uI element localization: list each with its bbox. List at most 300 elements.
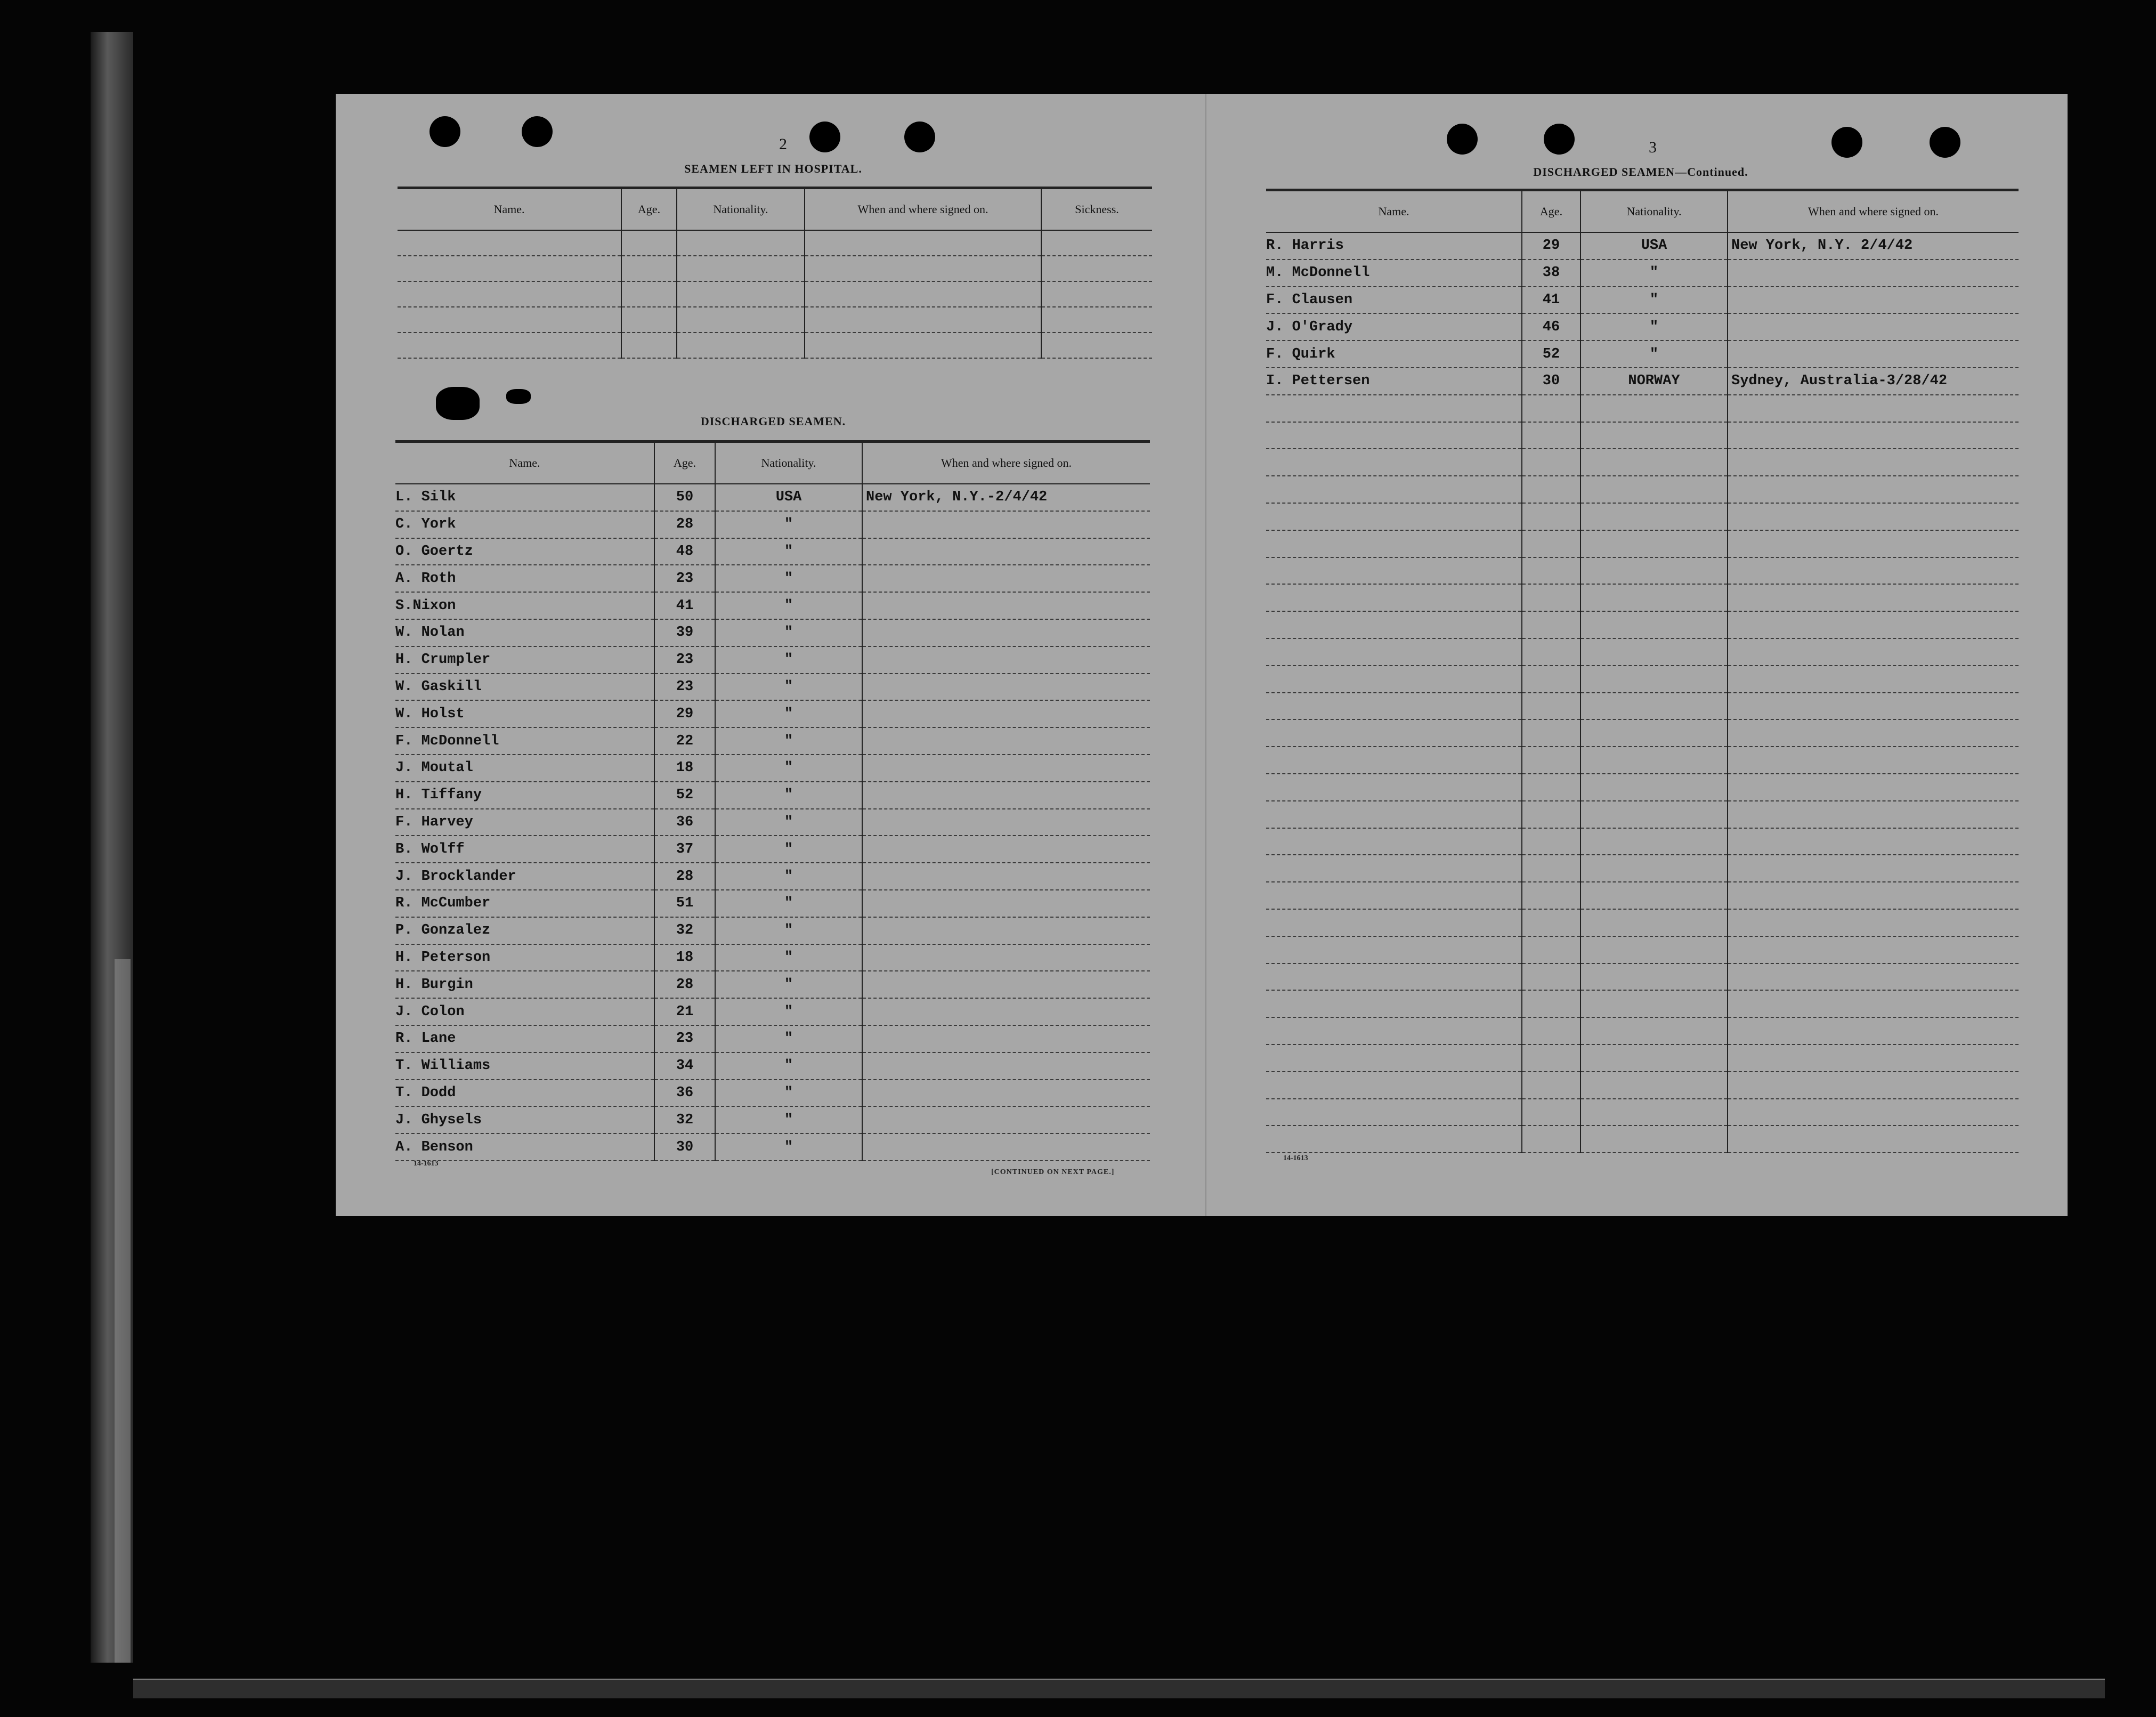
blank-row: [1266, 1099, 2019, 1126]
cell-name: H. Crumpler: [395, 646, 654, 674]
blank-row: [1266, 1072, 2019, 1099]
table-row: [395, 863, 1150, 890]
blank-cell: [1728, 963, 2019, 991]
column-header: Age.: [654, 442, 715, 484]
column-header: Name.: [398, 188, 621, 231]
cell-name: W. Holst: [395, 700, 654, 727]
blank-cell: [1522, 395, 1580, 422]
blank-cell: [677, 230, 805, 256]
blank-cell: [1266, 1072, 1522, 1099]
punch-hole: [429, 116, 460, 147]
cell-age: 32: [654, 1106, 715, 1133]
cell-age: 29: [1522, 232, 1580, 260]
blank-cell: [1728, 719, 2019, 747]
blank-cell: [1041, 307, 1152, 333]
cell-signed-on: [862, 727, 1150, 755]
blank-cell: [1580, 936, 1728, 963]
cell-age: 18: [654, 755, 715, 782]
blank-cell: [1041, 256, 1152, 281]
cell-age: 28: [654, 863, 715, 890]
table-row: [395, 917, 1150, 944]
cell-signed-on: [862, 619, 1150, 646]
blank-row: [1266, 936, 2019, 963]
column-header: When and where signed on.: [805, 188, 1041, 231]
blank-cell: [1580, 719, 1728, 747]
cell-nationality: ": [715, 971, 862, 998]
blank-row: [1266, 909, 2019, 936]
table-row: [395, 619, 1150, 646]
blank-cell: [1266, 584, 1522, 611]
cell-nationality: ": [715, 565, 862, 592]
cell-name: W. Nolan: [395, 619, 654, 646]
blank-cell: [1522, 1017, 1580, 1044]
blank-cell: [1522, 584, 1580, 611]
blank-cell: [1580, 666, 1728, 693]
blank-cell: [1580, 476, 1728, 503]
cell-age: 37: [654, 836, 715, 863]
blank-cell: [1580, 1125, 1728, 1153]
blank-row: [1266, 395, 2019, 422]
blank-cell: [1580, 909, 1728, 936]
table-row: [1266, 368, 2019, 395]
table-header-row: [395, 442, 1150, 484]
scanner-edge-shadow: [115, 959, 131, 1663]
cell-age: 23: [654, 565, 715, 592]
blank-cell: [1728, 693, 2019, 720]
cell-name: P. Gonzalez: [395, 917, 654, 944]
blank-cell: [1041, 281, 1152, 307]
cell-name: H. Burgin: [395, 971, 654, 998]
blank-row: [1266, 557, 2019, 585]
blank-cell: [1522, 963, 1580, 991]
section-title-discharged-continued: DISCHARGED SEAMEN—Continued.: [1533, 165, 1748, 179]
table-row: [395, 538, 1150, 565]
cell-nationality: USA: [715, 484, 862, 511]
blank-cell: [1522, 882, 1580, 909]
cell-nationality: ": [715, 809, 862, 836]
cell-age: 29: [654, 700, 715, 727]
blank-cell: [1522, 801, 1580, 828]
cell-name: F. Quirk: [1266, 341, 1522, 368]
cell-signed-on: [862, 646, 1150, 674]
blank-cell: [1728, 774, 2019, 801]
blank-cell: [1728, 557, 2019, 585]
blank-cell: [1728, 503, 2019, 530]
cell-age: 30: [1522, 368, 1580, 395]
cell-age: 39: [654, 619, 715, 646]
blank-cell: [1580, 422, 1728, 449]
table-row: [395, 836, 1150, 863]
cell-nationality: NORWAY: [1580, 368, 1728, 395]
cell-name: F. Clausen: [1266, 287, 1522, 314]
cell-nationality: ": [715, 674, 862, 701]
cell-name: F. McDonnell: [395, 727, 654, 755]
blank-cell: [1728, 395, 2019, 422]
blank-cell: [1522, 828, 1580, 855]
blank-cell: [1266, 611, 1522, 638]
discharged-continued-table: [1266, 189, 2019, 1153]
cell-nationality: ": [1580, 313, 1728, 341]
cell-signed-on: [862, 809, 1150, 836]
blank-cell: [1522, 530, 1580, 557]
cell-age: 48: [654, 538, 715, 565]
blank-cell: [1728, 1017, 2019, 1044]
table-row: [395, 484, 1150, 511]
punch-hole: [1544, 124, 1575, 155]
table-row: [395, 1052, 1150, 1080]
cell-age: 28: [654, 971, 715, 998]
table-row: [395, 1133, 1150, 1161]
blank-row: [1266, 882, 2019, 909]
cell-name: S.Nixon: [395, 592, 654, 619]
cell-signed-on: [862, 511, 1150, 538]
blank-cell: [677, 281, 805, 307]
table-row: [395, 700, 1150, 727]
table-row: [1266, 232, 2019, 260]
blank-cell: [1728, 1125, 2019, 1153]
cell-signed-on: New York, N.Y.-2/4/42: [862, 484, 1150, 511]
table-row: [395, 809, 1150, 836]
cell-nationality: ": [715, 998, 862, 1025]
blank-cell: [1580, 557, 1728, 585]
column-header: When and where signed on.: [862, 442, 1150, 484]
cell-name: I. Pettersen: [1266, 368, 1522, 395]
cell-name: M. McDonnell: [1266, 260, 1522, 287]
table-row: [395, 1025, 1150, 1052]
blank-cell: [1728, 909, 2019, 936]
blank-cell: [1580, 801, 1728, 828]
blank-cell: [1580, 1099, 1728, 1126]
blank-row: [1266, 476, 2019, 503]
blank-cell: [1580, 584, 1728, 611]
table-row: [395, 1106, 1150, 1133]
blank-cell: [1728, 1072, 2019, 1099]
blank-cell: [1522, 611, 1580, 638]
blank-cell: [1728, 638, 2019, 666]
table-row: [395, 674, 1150, 701]
cell-signed-on: [862, 971, 1150, 998]
cell-age: 23: [654, 1025, 715, 1052]
blank-cell: [1266, 936, 1522, 963]
cell-signed-on: [862, 836, 1150, 863]
table-row: [395, 511, 1150, 538]
blank-cell: [1522, 909, 1580, 936]
cell-nationality: ": [715, 727, 862, 755]
blank-cell: [1580, 855, 1728, 882]
cell-name: R. McCumber: [395, 890, 654, 917]
cell-age: 28: [654, 511, 715, 538]
blank-cell: [1266, 449, 1522, 476]
cell-name: L. Silk: [395, 484, 654, 511]
cell-signed-on: [862, 755, 1150, 782]
cell-signed-on: [862, 782, 1150, 809]
cell-age: 52: [654, 782, 715, 809]
blank-cell: [1580, 693, 1728, 720]
cell-signed-on: [862, 700, 1150, 727]
blank-cell: [1266, 1099, 1522, 1126]
blank-cell: [1266, 909, 1522, 936]
blank-row: [1266, 584, 2019, 611]
blank-cell: [1728, 801, 2019, 828]
cell-name: T. Dodd: [395, 1080, 654, 1107]
column-header: When and where signed on.: [1728, 190, 2019, 233]
cell-age: 51: [654, 890, 715, 917]
blank-row: [1266, 963, 2019, 991]
cell-name: B. Wolff: [395, 836, 654, 863]
blank-cell: [1522, 666, 1580, 693]
cell-nationality: ": [715, 592, 862, 619]
table-row: [395, 998, 1150, 1025]
blank-cell: [1266, 638, 1522, 666]
blank-cell: [1580, 449, 1728, 476]
blank-cell: [1266, 1017, 1522, 1044]
table-row: [395, 755, 1150, 782]
table-row: [395, 727, 1150, 755]
table-row: [395, 944, 1150, 971]
blank-cell: [1522, 1125, 1580, 1153]
cell-nationality: ": [715, 646, 862, 674]
page-number: 3: [1649, 139, 1657, 156]
column-header: Sickness.: [1041, 188, 1152, 231]
blank-cell: [805, 230, 1041, 256]
cell-age: 21: [654, 998, 715, 1025]
blank-row: [1266, 774, 2019, 801]
blank-cell: [1266, 747, 1522, 774]
blank-cell: [1266, 1044, 1522, 1072]
cell-name: J. Colon: [395, 998, 654, 1025]
blank-row: [1266, 801, 2019, 828]
cell-signed-on: [862, 565, 1150, 592]
blank-cell: [1580, 1072, 1728, 1099]
table-row: [395, 782, 1150, 809]
blank-cell: [677, 307, 805, 333]
cell-nationality: ": [715, 1052, 862, 1080]
cell-name: J. O'Grady: [1266, 313, 1522, 341]
cell-age: 32: [654, 917, 715, 944]
cell-signed-on: [862, 890, 1150, 917]
cell-nationality: ": [1580, 260, 1728, 287]
punch-hole: [1447, 124, 1478, 155]
blank-cell: [1522, 1099, 1580, 1126]
blank-cell: [1522, 855, 1580, 882]
cell-name: W. Gaskill: [395, 674, 654, 701]
cell-signed-on: [862, 1133, 1150, 1161]
cell-name: A. Roth: [395, 565, 654, 592]
table-row: [395, 592, 1150, 619]
cell-age: 23: [654, 646, 715, 674]
ink-smudge: [506, 389, 531, 404]
blank-cell: [1041, 333, 1152, 358]
blank-cell: [398, 281, 621, 307]
cell-nationality: ": [715, 917, 862, 944]
blank-cell: [1580, 1017, 1728, 1044]
blank-cell: [1580, 395, 1728, 422]
cell-nationality: ": [715, 1133, 862, 1161]
cell-age: 22: [654, 727, 715, 755]
blank-row: [398, 333, 1152, 358]
blank-cell: [1728, 882, 2019, 909]
blank-cell: [1580, 611, 1728, 638]
blank-row: [1266, 449, 2019, 476]
blank-row: [1266, 1044, 2019, 1072]
blank-cell: [1522, 719, 1580, 747]
column-header: Nationality.: [715, 442, 862, 484]
blank-cell: [1522, 990, 1580, 1017]
blank-cell: [1728, 828, 2019, 855]
blank-cell: [1522, 1044, 1580, 1072]
cell-signed-on: [862, 538, 1150, 565]
cell-age: 50: [654, 484, 715, 511]
cell-name: H. Peterson: [395, 944, 654, 971]
page-number: 2: [779, 135, 787, 153]
blank-cell: [1522, 422, 1580, 449]
cell-signed-on: [862, 1080, 1150, 1107]
blank-cell: [1266, 503, 1522, 530]
blank-cell: [621, 256, 677, 281]
blank-cell: [1728, 1099, 2019, 1126]
blank-cell: [398, 333, 621, 358]
blank-row: [1266, 503, 2019, 530]
scanner-bottom-strip: [133, 1679, 2105, 1698]
cell-name: T. Williams: [395, 1052, 654, 1080]
blank-cell: [805, 307, 1041, 333]
cell-name: J. Moutal: [395, 755, 654, 782]
table-row: [1266, 313, 2019, 341]
continued-note: [CONTINUED ON NEXT PAGE.]: [991, 1168, 1115, 1176]
column-header: Age.: [621, 188, 677, 231]
blank-cell: [1522, 774, 1580, 801]
blank-cell: [805, 256, 1041, 281]
blank-row: [1266, 611, 2019, 638]
blank-cell: [398, 307, 621, 333]
blank-cell: [1580, 963, 1728, 991]
blank-row: [1266, 638, 2019, 666]
blank-row: [1266, 666, 2019, 693]
blank-row: [1266, 855, 2019, 882]
blank-cell: [1522, 936, 1580, 963]
blank-row: [1266, 828, 2019, 855]
blank-cell: [1266, 395, 1522, 422]
column-header: Age.: [1522, 190, 1580, 233]
cell-nationality: USA: [1580, 232, 1728, 260]
blank-cell: [1522, 557, 1580, 585]
blank-cell: [1728, 422, 2019, 449]
cell-nationality: ": [1580, 341, 1728, 368]
blank-cell: [1580, 828, 1728, 855]
blank-row: [1266, 1125, 2019, 1153]
cell-signed-on: [862, 674, 1150, 701]
blank-row: [1266, 422, 2019, 449]
blank-cell: [621, 281, 677, 307]
blank-cell: [677, 333, 805, 358]
blank-cell: [1728, 666, 2019, 693]
cell-signed-on: [862, 1025, 1150, 1052]
blank-cell: [1580, 638, 1728, 666]
table-header-row: [1266, 190, 2019, 233]
cell-nationality: ": [715, 863, 862, 890]
blank-row: [398, 307, 1152, 333]
cell-nationality: ": [1580, 287, 1728, 314]
punch-hole: [809, 122, 840, 152]
blank-cell: [1522, 638, 1580, 666]
blank-cell: [1580, 503, 1728, 530]
blank-cell: [1266, 666, 1522, 693]
cell-age: 52: [1522, 341, 1580, 368]
blank-cell: [1522, 747, 1580, 774]
form-number: 14-1613: [414, 1160, 439, 1168]
column-header: Nationality.: [1580, 190, 1728, 233]
cell-nationality: ": [715, 619, 862, 646]
table-header-row: [398, 188, 1152, 231]
blank-cell: [1041, 230, 1152, 256]
blank-cell: [1728, 476, 2019, 503]
cell-nationality: ": [715, 944, 862, 971]
blank-cell: [1266, 963, 1522, 991]
blank-cell: [1728, 611, 2019, 638]
blank-row: [1266, 990, 2019, 1017]
table-row: [395, 565, 1150, 592]
blank-cell: [677, 256, 805, 281]
cell-nationality: ": [715, 1025, 862, 1052]
blank-cell: [398, 230, 621, 256]
blank-row: [1266, 747, 2019, 774]
blank-cell: [1728, 855, 2019, 882]
blank-cell: [1266, 855, 1522, 882]
blank-cell: [1728, 584, 2019, 611]
blank-cell: [1266, 990, 1522, 1017]
blank-cell: [1580, 882, 1728, 909]
cell-name: C. York: [395, 511, 654, 538]
cell-signed-on: [862, 998, 1150, 1025]
cell-nationality: ": [715, 755, 862, 782]
blank-cell: [1728, 1044, 2019, 1072]
cell-age: 41: [1522, 287, 1580, 314]
blank-cell: [1522, 1072, 1580, 1099]
cell-name: A. Benson: [395, 1133, 654, 1161]
section-title-hospital: SEAMEN LEFT IN HOSPITAL.: [684, 162, 862, 175]
blank-cell: [1266, 693, 1522, 720]
blank-cell: [1266, 882, 1522, 909]
blank-cell: [1580, 990, 1728, 1017]
cell-signed-on: [1728, 260, 2019, 287]
table-row: [1266, 341, 2019, 368]
cell-signed-on: [1728, 313, 2019, 341]
blank-cell: [1728, 530, 2019, 557]
blank-row: [1266, 530, 2019, 557]
cell-nationality: ": [715, 538, 862, 565]
blank-row: [398, 230, 1152, 256]
table-row: [395, 646, 1150, 674]
cell-signed-on: [862, 944, 1150, 971]
column-header: Name.: [1266, 190, 1522, 233]
blank-cell: [805, 281, 1041, 307]
blank-cell: [1522, 503, 1580, 530]
punch-hole: [1930, 127, 1960, 158]
blank-cell: [621, 230, 677, 256]
cell-nationality: ": [715, 700, 862, 727]
cell-age: 46: [1522, 313, 1580, 341]
cell-nationality: ": [715, 782, 862, 809]
blank-cell: [1728, 990, 2019, 1017]
blank-cell: [398, 256, 621, 281]
table-row: [395, 890, 1150, 917]
cell-signed-on: [862, 917, 1150, 944]
cell-nationality: ": [715, 1080, 862, 1107]
cell-signed-on: [862, 1106, 1150, 1133]
column-header: Nationality.: [677, 188, 805, 231]
table-row: [395, 1080, 1150, 1107]
punch-hole: [1831, 127, 1862, 158]
